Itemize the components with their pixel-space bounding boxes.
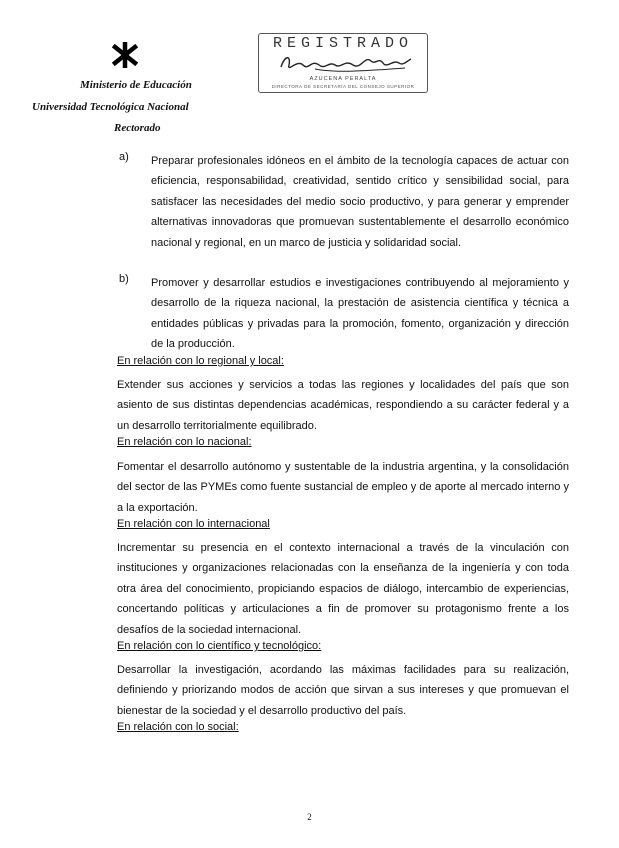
stamp-department: DIRECTORA DE SECRETARÍA DEL CONSEJO SUPERIOR [271, 84, 415, 89]
section-text-national: Fomentar el desarrollo autónomo y sustentable de la industria argentina, y la consolidación del sector de las PYMEs como fuente sustancial de empleo y de aporte al mercado interno y a la exportación. [117, 461, 569, 514]
section-text-scientific: Desarrollar la investigación, acordando las máximas facilidades para su realización, definiendo y priorizando modos de acción que sirvan a sus intereses y que promuevan el bienestar de la sociedad y el desarrollo productivo del país. [117, 664, 569, 717]
list-item-marker: a) [119, 151, 129, 163]
section-heading-scientific: En relación con lo científico y tecnológico: [117, 640, 322, 652]
rectorado-label: Rectorado [114, 122, 161, 134]
signature-icon [275, 51, 415, 75]
section-heading-international: En relación con lo internacional [117, 518, 270, 530]
section-heading-national: En relación con lo nacional: [117, 436, 252, 448]
page-number: 2 [307, 812, 312, 822]
list-item: Promover y desarrollar estudios e investigaciones contribuyendo al mejoramiento y desarrollo de la riqueza nacional, la prestación de asistencia científica y técnica a entidades públicas y privadas para la promoción, fomento, organización y dirección de la producción. [151, 277, 569, 351]
list-item-marker: b) [119, 273, 129, 285]
registration-stamp [258, 33, 428, 93]
stamp-title: REGISTRADO [272, 35, 413, 52]
ministry-name: Ministerio de Educación [80, 79, 192, 91]
section-text-regional: Extender sus acciones y servicios a todas las regiones y localidades del país que son asiento de sus distintas dependencias académicas, respondiendo a su carácter federal y a un desarrollo territorialmente equilibrado. [117, 379, 569, 432]
university-name: Universidad Tecnológica Nacional [32, 101, 189, 113]
section-text-international: Incrementar su presencia en el contexto internacional a través de la vinculación con instituciones y organizaciones relacionadas con la enseñanza de la ingeniería y con toda otra área del conocimiento, propiciando espacios de diálogo, intercambio de experiencias, concertando políticas y articulaciones a fin de promover su protagonismo frente a los desafíos de la sociedad internacional. [117, 542, 569, 636]
section-heading-regional: En relación con lo regional y local: [117, 355, 284, 367]
section-heading-social: En relación con lo social: [117, 721, 239, 733]
stamp-name: AZUCENA PERALTA [309, 76, 377, 82]
utn-logo-icon [112, 42, 138, 68]
list-item: Preparar profesionales idóneos en el ámbito de la tecnología capaces de actuar con eficiencia, responsabilidad, creatividad, sentido crítico y sensibilidad social, para satisfacer las necesidades del medio socio productivo, y para generar y emprender alternativas innovadoras que promuevan sustentablemente el desarrollo económico nacional y regional, en un marco de justicia y solidaridad social. [151, 155, 569, 249]
